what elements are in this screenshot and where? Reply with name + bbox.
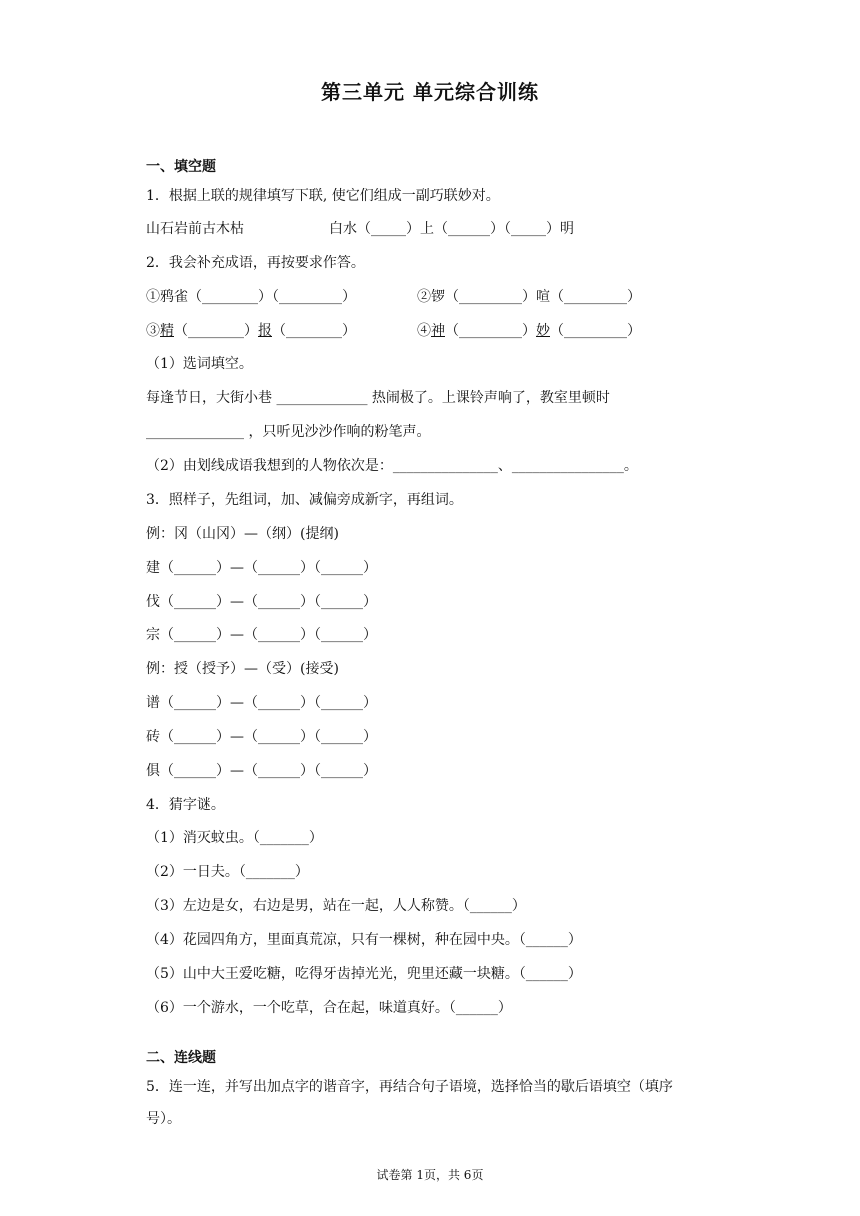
- q2-idiom-3-number: ③: [146, 323, 160, 339]
- q5-stem-line1: 5．连一连，并写出加点字的谐音字，再结合句子语境，选择恰当的歇后语填空（填序: [146, 1079, 673, 1095]
- q1-stem: 1．根据上联的规律填写下联, 使它们组成一副巧联妙对。: [146, 188, 500, 204]
- q3-example-2: 例：授（授予）—（受）(接受): [146, 661, 339, 677]
- q2-idiom-3-char1: 精: [160, 323, 174, 339]
- q3-row-fa: 伐（______）—（______）（______）: [146, 594, 377, 610]
- q3-row-zong: 宗（______）—（______）（______）: [146, 627, 377, 643]
- q4-riddle-4: （4）花园四角方，里面真荒凉，只有一棵树，种在园中央。（______）: [146, 932, 582, 948]
- q2-idiom-4-number: ④: [417, 323, 431, 339]
- q1-upper-couplet: 山石岩前古木枯: [146, 221, 244, 237]
- q2-sub1-sentence-line2: ______________ ，只听见沙沙作响的粉笔声。: [146, 424, 431, 440]
- q4-riddle-6: （6）一个游水，一个吃草，合在起，味道真好。（______）: [146, 1000, 512, 1016]
- q3-stem: 3．照样子，先组词，加、减偏旁成新字，再组词。: [146, 492, 463, 508]
- q2-sub1-heading: （1）选词填空。: [146, 356, 253, 372]
- q4-riddle-5: （5）山中大王爱吃糖，吃得牙齿掉光光，兜里还藏一块糖。（______）: [146, 966, 582, 982]
- q2-idiom-4: [417, 321, 641, 341]
- q2-idiom-3: [146, 321, 356, 341]
- q2-sub2: （2）由划线成语我想到的人物依次是：_______________、________________。: [146, 458, 638, 474]
- q4-riddle-3: （3）左边是女，右边是男，站在一起，人人称赞。（______）: [146, 898, 526, 914]
- q2-idiom-3-blank2: （________）: [272, 323, 356, 339]
- q3-row-zhuan: 砖（______）—（______）（______）: [146, 729, 377, 745]
- q4-riddle-1: （1）消灭蚊虫。（_______）: [146, 830, 323, 846]
- page-title: 第三单元 单元综合训练: [321, 80, 539, 104]
- q2-idiom-2: ②锣（_________）喧（_________）: [417, 289, 641, 305]
- q5-stem-line2: 号）。: [146, 1111, 181, 1127]
- q2-idiom-4-char2: 妙: [536, 323, 550, 339]
- section-matching: 二、连线题: [146, 1050, 216, 1066]
- q3-row-jian: 建（______）—（______）（______）: [146, 560, 377, 576]
- q3-row-ju: 俱（______）—（______）（______）: [146, 763, 377, 779]
- q2-idiom-4-blank1: （_________）: [445, 323, 536, 339]
- page-footer: 试卷第 1页，共 6页: [376, 1168, 484, 1182]
- section-fill-in: 一、填空题: [146, 159, 216, 175]
- q2-idiom-3-char2: 报: [258, 323, 272, 339]
- q4-stem: 4．猜字谜。: [146, 797, 225, 813]
- q1-lower-couplet-blanks: 白水（_____）上（______）（_____）明: [329, 221, 574, 237]
- q3-row-pu: 谱（______）—（______）（______）: [146, 695, 377, 711]
- q4-riddle-2: （2）一日夫。（_______）: [146, 864, 309, 880]
- q2-sub1-sentence-line1: 每逢节日，大街小巷 _____________ 热闹极了。上课铃声响了，教室里顿时: [146, 390, 610, 406]
- q2-idiom-4-blank2: （_________）: [550, 323, 641, 339]
- q2-idiom-3-blank1: （________）: [174, 323, 258, 339]
- q2-idiom-1: ①鸦雀（________）（_________）: [146, 289, 356, 305]
- q3-example-1: 例：冈（山冈）—（纲）(提纲): [146, 526, 339, 542]
- q2-idiom-4-char1: 神: [431, 323, 445, 339]
- q2-stem: 2．我会补充成语，再按要求作答。: [146, 255, 365, 271]
